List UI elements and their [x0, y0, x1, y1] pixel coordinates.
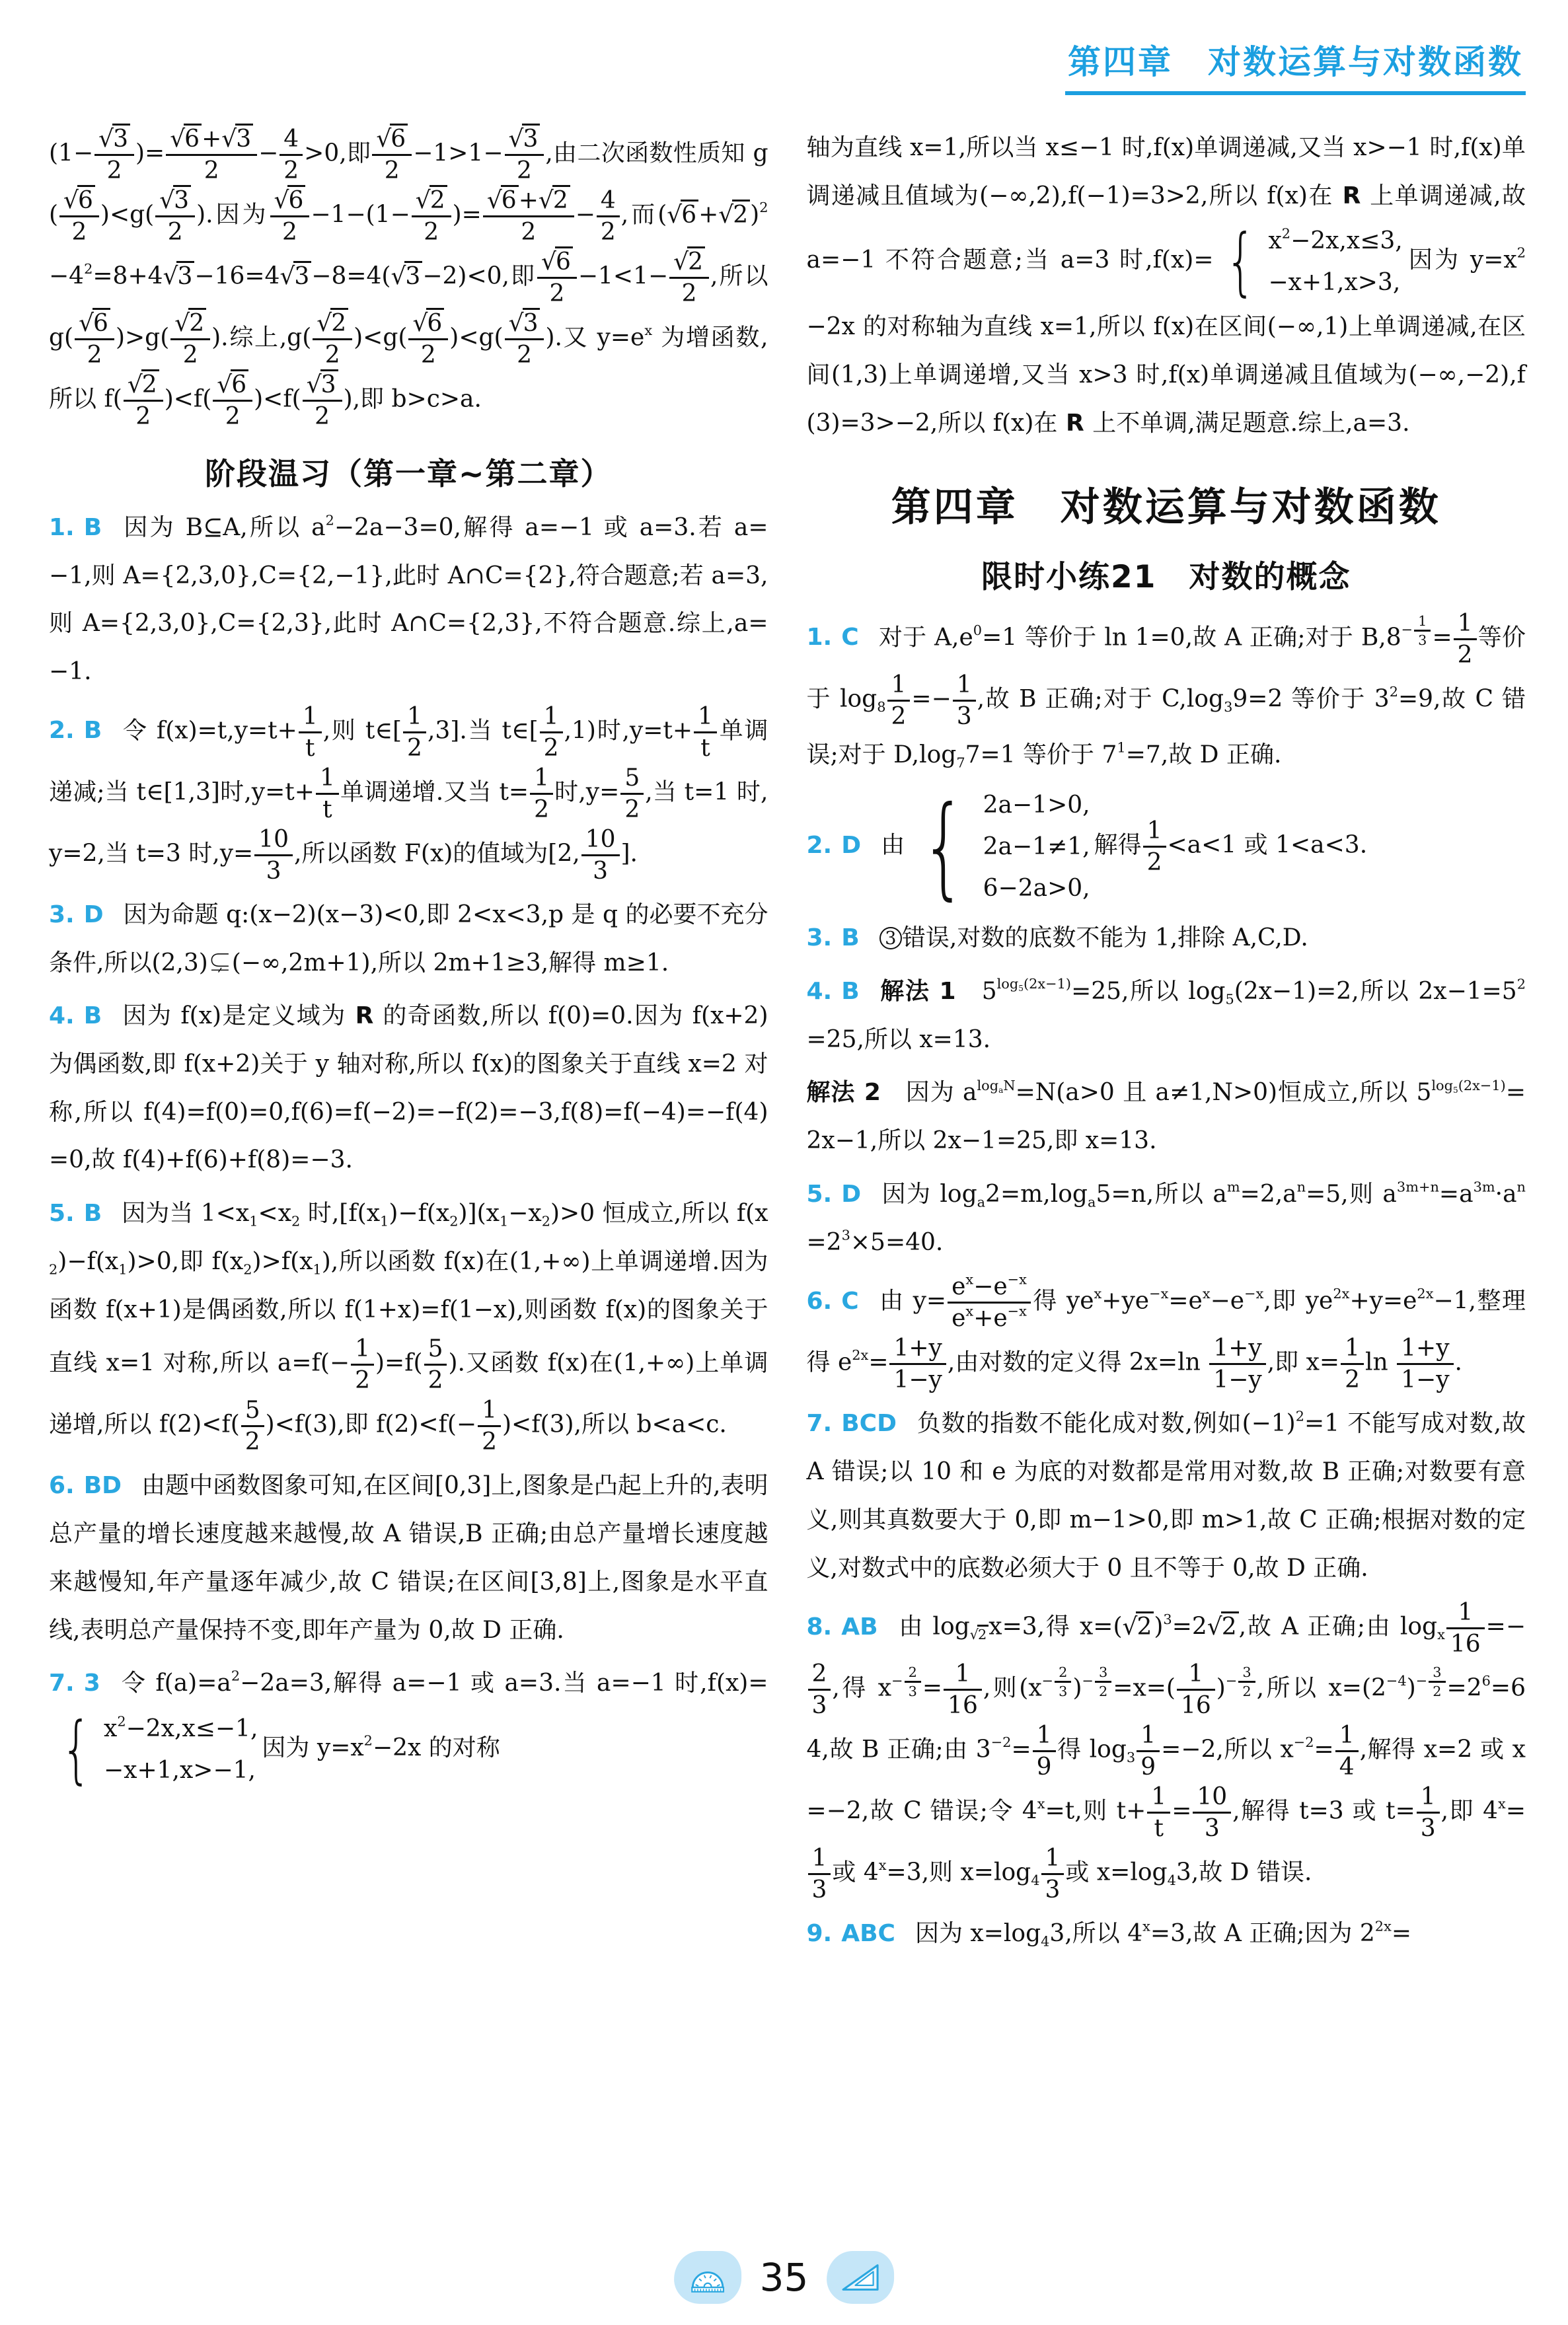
item-number: 4.: [49, 1002, 75, 1030]
answer-item: 3. B 3 错误,对数的底数不能为 1,排除 A,C,D.: [806, 924, 1308, 952]
radical: √2: [416, 186, 447, 215]
exercise-subheading: 限时小练21 对数的概念: [981, 558, 1351, 595]
paragraph: 轴为直线 x=1,所以当 x≤−1 时,f(x)单调递减,又当 x>−1 时,f(x)单调递减且值域为(−∞,2),f(−1)=3>2,所以 f(x)在 R 上单调递减,故 a=−1 不符合题意;当 a=3 时,f(x)= { $x^2-2x,x\le 3$, −x+1,x>3, 因为 $y=x^2-2x$ 的对称轴为直线 x=1,所以 f(x)在区间(−∞,1)上单调递减,在区间(1,3)上单调递增,又当 x>3 时,f(x)单调递减且值域为(−∞,−2),f(3)=3>−2,所以 f(x)在 R 上不单调,满足题意.综上,a=3.: [806, 134, 1526, 437]
page-title: 第四章 对数运算与对数函数: [1065, 36, 1526, 95]
radical: √2: [673, 247, 705, 277]
answer-letter: BD: [83, 1472, 122, 1500]
fraction: $\frac{3}{2}$: [1237, 1664, 1256, 1700]
item-number: 5.: [49, 1200, 75, 1228]
fraction: $\frac{4}{2}$: [595, 186, 621, 247]
fraction: $\frac{1}{3}$: [952, 670, 977, 731]
fraction: $\frac{2}{3}$: [903, 1664, 922, 1700]
fraction: $\frac{1+y}{1-y}$: [888, 1333, 947, 1395]
answer-letter: D: [83, 901, 104, 928]
fraction: $\frac{10}{3}$: [253, 825, 294, 886]
answer-letter: AB: [841, 1613, 878, 1641]
fraction: $\frac{1}{16}$: [942, 1659, 983, 1720]
item-number: 1.: [806, 624, 833, 651]
fraction: $\frac{1}{9}$: [1135, 1720, 1161, 1782]
fraction: $\frac{1}{4}$: [1334, 1720, 1360, 1782]
answer-item: 2. B 令 f(x)=t,y=t+ $\frac{1}{t}$ ,则 t∈[ $\frac{1}{2}$ ,3].当 t∈[ $\frac{1}{2}$ ,1)时,y=t+ $\frac{1}{t}$ 单调递减;当 t∈[1,3]时,y=t+ $\frac{1}{t}$ 单调递增.又当 t= $\frac{1}{2}$ 时,y= $\frac{5}{2}$ ,当 t=1 时,y=2,当 t=3 时,y= $\frac{10}{3}$ ,所以函数 F(x)的值域为[2, $\frac{10}{3}$ ].: [49, 702, 768, 885]
answer-letter: B: [841, 924, 860, 952]
content-columns: [49, 119, 1526, 1964]
paragraph: 解法 2 因为 $a^{log_aN}=N(a>0$ 且 a≠1,N>0)恒成立,所以 $5^{log_5(2x-1)}=2x-1$,所以 2x−1=25,即 x=13.: [806, 1077, 1526, 1155]
answer-item: 9. ABC 因为 $x=\log_43$,所以 $4^x=3$,故 A 正确;因为 $2^{2x}=$: [806, 1918, 1412, 1950]
fraction: $\frac{1}{2}$: [402, 702, 428, 763]
fraction: $\frac{10}{3}$: [580, 825, 621, 886]
fraction: $\frac{1}{3}$: [1040, 1843, 1066, 1905]
answer-letter: B: [83, 1002, 102, 1030]
fraction: $\frac{3}{2}$: [1094, 1664, 1113, 1700]
item-number: 3.: [49, 901, 75, 928]
radical: √3: [98, 124, 130, 154]
fraction: $\frac{√2}{2}$: [410, 186, 453, 247]
fraction: $\frac{√6}{2}$: [58, 186, 100, 247]
page-footer: [674, 2251, 895, 2304]
fraction: $\frac{1}{3}$: [1415, 1782, 1441, 1843]
fraction: $\frac{√6}{2}$: [73, 309, 116, 370]
left-column: [49, 119, 768, 1964]
fraction: $\frac{√3}{2}$: [154, 186, 196, 247]
fraction: $\frac{3}{2}$: [1427, 1664, 1446, 1700]
item-number: 5.: [806, 1180, 833, 1208]
piecewise-brace: { $x^2-2x,x\le 3$, −x+1,x>3,: [1225, 219, 1403, 305]
protractor-icon: [674, 2251, 741, 2304]
radical: √3: [509, 124, 541, 154]
fraction: $\frac{4}{2}$: [278, 124, 304, 186]
page-number: 35: [759, 2255, 809, 2300]
answer-item: 4. B 因为 f(x)是定义域为 R 的奇函数,所以 f(0)=0.因为 f(x+2)为偶函数,即 f(x+2)关于 y 轴对称,所以 f(x)的图象关于直线 x=2 对称,所以 f(4)=f(0)=0,f(6)=f(−2)=−f(2)=−3,f(8)=f(−4)=−f(4)=0,故 f(4)+f(6)+f(8)=−3.: [49, 1002, 768, 1174]
answer-letter: C: [841, 1287, 859, 1315]
radical: √2: [317, 309, 348, 338]
answer-letter: D: [841, 1180, 862, 1208]
fraction: $\frac{1}{t}$: [1146, 1782, 1172, 1843]
answer-item: 1. B 因为 B⊆A,所以 $a^2-2a-3=0$,解得 a=−1 或 a=3.若 a=−1,则 A={2,3,0},C={2,−1},此时 A∩C={2},符合题意;若 a=3,则 A={2,3,0},C={2,3},此时 A∩C={2,3},不符合题意.综上,a=−1.: [49, 512, 768, 686]
fraction: $\frac{1}{3}$: [807, 1843, 833, 1905]
answer-letter: BCD: [841, 1410, 897, 1438]
item-number: 6.: [806, 1287, 833, 1315]
paragraph: (1− $\frac{√3}{2}$ )= $\frac{√6+√3}{2}$ − $\frac{4}{2}$ >0,即 $\frac{√6}{2}$ −1>1− $\frac{√3}{2}$ ,由二次函数性质知 g( $\frac{√6}{2}$ )<g( $\frac{√3}{2}$ ).因为 $\frac{√6}{2}$ −1−(1− $\frac{√2}{2}$ )= $\frac{√6+√2}{2}$ − $\frac{4}{2}$ ,而$(√6+√2)^2-4^2=8+4√3-16=4√3-8=4(√3-2)<0$,即 $\frac{√6}{2}$ −1<1− $\frac{√2}{2}$ ,所以 g( $\frac{√6}{2}$ )>g( $\frac{√2}{2}$ ).综上,g( $\frac{√2}{2}$ )<g( $\frac{√6}{2}$ )<g( $\frac{√3}{2}$ ).又 $y=e^x$ 为增函数,所以 f( $\frac{√2}{2}$ )<f( $\frac{√6}{2}$ )<f( $\frac{√3}{2}$ ),即 b>c>a.: [49, 124, 768, 431]
radical: √2: [128, 370, 159, 400]
fraction: $\frac{5}{2}$: [619, 763, 645, 825]
fraction: $\frac{√2}{2}$: [668, 247, 710, 309]
radical: √6: [63, 186, 95, 215]
section-heading: 阶段温习（第一章~第二章）: [204, 456, 613, 492]
radical: √6: [541, 247, 573, 277]
radical: √3: [307, 370, 338, 400]
answer-item: 6. BD 由题中函数图象可知,在区间[0,3]上,图象是凸起上升的,表明总产量的增长速度越来越慢,故 A 错误,B 正确;由总产量增长速度越来越慢知,年产量逐年减少,故 C 错误;在区间[3,8]上,图象是水平直线,表明总产量保持不变,即年产量为 0,故 D 正确.: [49, 1472, 768, 1644]
answer-item: 2. D 由 { 2a−1>0, 2a−1≠1, 6−2a>0, 解得 $\frac{1}{2}$ <a<1 或 1<a<3.: [806, 782, 1368, 911]
fraction: $\frac{1}{2}$: [1452, 609, 1478, 670]
fraction: $\frac{1}{2}$: [539, 702, 564, 763]
fraction: $\frac{1+y}{1-y}$: [1208, 1333, 1267, 1395]
answer-letter: ABC: [841, 1920, 895, 1948]
answer-letter: 3: [83, 1670, 100, 1697]
fraction: $\frac{√2}{2}$: [311, 309, 354, 370]
answer-item: 7. BCD 负数的指数不能化成对数,例如$(-1)^2=1$ 不能写成对数,故 A 错误;以 10 和 e 为底的对数都是常用对数,故 B 正确;对数要有意义,则其真数要大于 0,即 m−1>0,即 m>1,故 C 正确;根据对数的定义,对数式中的底数必须大于 0 且不等于 0,故 D 正确.: [806, 1408, 1526, 1582]
fraction: $\frac{1+y}{1-y}$: [1396, 1333, 1454, 1395]
radical: √6: [217, 370, 248, 400]
answer-letter: B: [841, 978, 860, 1006]
fraction: $\frac{5}{2}$: [423, 1334, 449, 1395]
fraction: $\frac{√6+√2}{2}$: [482, 186, 576, 247]
item-number: 1.: [49, 514, 75, 541]
radical: √2: [718, 192, 750, 240]
answer-item: 8. AB 由 $\log_{√2}x=3$,得 $x=(√2)^3=2√2$,故 A 正确;由 $\log_x$ $\frac{1}{16}$ =− $\frac{2}{3}$ ,得 $x^{- \frac{2}{3}}$ = $\frac{1}{16}$ ,则($x^{- \frac{2}{3}}$ )$^{- \frac{3}{2}}$ =x=( $\frac{1}{16}$ )$^{- \frac{3}{2}}$ ,所以 $x=(2^{-4})^{- \frac{3}{2}}$ $=2^6=64$,故 B 正确;由 $3^{-2}=$ $\frac{1}{9}$ 得 $\log_3$ $\frac{1}{9}$ =−2,所以 $x^{-2}=$ $\frac{1}{4}$ ,解得 x=2 或 x=−2,故 C 错误;令 $4^x=t$,则 t+ $\frac{1}{t}$ = $\frac{10}{3}$ ,解得 t=3 或 t= $\frac{1}{3}$ ,即 $4^x=$ $\frac{1}{3}$ 或 $4^x=3$,则 $x=\log_4$ $\frac{1}{3}$ 或 $x=\log_43$,故 D 错误.: [806, 1599, 1526, 1904]
answer-letter: D: [841, 831, 862, 859]
fraction: $\frac{√3}{2}$: [504, 309, 546, 370]
radical: √2: [174, 309, 206, 338]
item-number: 2.: [806, 831, 833, 859]
radical: √6: [274, 186, 306, 215]
item-number: 6.: [49, 1472, 75, 1500]
fraction: $\frac{√6}{2}$: [536, 247, 578, 309]
answer-item: 3. D 因为命题 q:(x−2)(x−3)<0,即 2<x<3,p 是 q 的必要不充分条件,所以(2,3)⊊(−∞,2m+1),所以 2m+1≥3,解得 m≥1.: [49, 901, 768, 977]
radical: √6: [170, 124, 202, 154]
fraction: $\frac{√3}{2}$: [301, 370, 344, 431]
fraction: $\frac{√2}{2}$: [169, 309, 211, 370]
page-header: [49, 36, 1526, 116]
right-column: [807, 119, 1526, 1964]
fraction: $\frac{√6}{2}$: [211, 370, 254, 431]
fraction: $\frac{1}{16}$: [1176, 1659, 1216, 1720]
radical: √3: [391, 253, 422, 301]
fraction: $\frac{1}{16}$: [1445, 1598, 1486, 1659]
circled-number: 3: [879, 927, 902, 949]
chapter-heading: 第四章 对数运算与对数函数: [891, 484, 1441, 531]
piecewise-brace: { $x^2-2x,x\le-1$, −x+1,x>−1,: [61, 1706, 258, 1792]
radical: √2: [1123, 1604, 1154, 1652]
item-number: 7.: [49, 1670, 75, 1697]
answer-item: 5. B 因为当 $1<x_1<x_2$ 时$,[f(x_1)-f(x_2)](x_1-x_2)>0$ 恒成立,所以 $f(x_2)-f(x_1)>0$,即 $f(x_2)>f(x_1)$,所以函数 f(x)在(1,+∞)上单调递增.因为函数 f(x+1)是偶函数,所以 f(1+x)=f(1−x),则函数 f(x)的图象关于直线 x=1 对称,所以 a=f(− $\frac{1}{2}$ )=f( $\frac{5}{2}$ ).又函数 f(x)在(1,+∞)上单调递增,所以 f(2)<f( $\frac{5}{2}$ )<f(3),即 f(2)<f(− $\frac{1}{2}$ )<f(3),所以 b<a<c.: [49, 1200, 768, 1456]
fraction: $\frac{1}{2}$: [529, 763, 554, 825]
radical: √3: [163, 253, 195, 301]
fraction: $\frac{10}{3}$: [1191, 1782, 1232, 1843]
radical: √3: [221, 124, 253, 154]
item-number: 2.: [49, 717, 75, 745]
answer-item: 4. B 解法 1 $5^{log_5(2x-1)}=25$,所以 $\log_5(2x-1)=2$,所以 $2x-1=5^2=25$,所以 x=13.: [806, 976, 1526, 1053]
answer-letter: B: [83, 717, 102, 745]
fraction: $\frac{√6}{2}$: [371, 124, 413, 186]
fraction: $\frac{√6+√3}{2}$: [165, 124, 258, 186]
radical: √6: [487, 186, 519, 215]
set-square-icon: [827, 2251, 894, 2304]
answer-item: 1. C 对于 $A,e^0=1$ 等价于 ln 1=0,故 A 正确;对于 $B,8^{- \frac{1}{3}}$ = $\frac{1}{2}$ 等价于 $\log_8$ $\frac{1}{2}$ =− $\frac{1}{3}$ ,故 B 正确;对于 $C,\log_39=2$ 等价于 $3^2=9$,故 C 错误;对于 $D,\log_77=1$ 等价于 $7^1=7$,故 D 正确.: [806, 609, 1526, 770]
answer-item: 6. C 由 y= $\frac{e^x-e^{-x}}{e^x+e^{-x}}$ 得 $ye^x+ye^{-x}=e^x-e^{-x}$,即 $ye^{2x}+y=e^{2x}-1$,整理得 $e^{2x}=$ $\frac{1+y}{1-y}$ ,由对数的定义得 2x=ln $\frac{1+y}{1-y}$ ,即 x= $\frac{1}{2}$ ln $\frac{1+y}{1-y}$ .: [806, 1271, 1526, 1394]
radical: √6: [79, 309, 110, 338]
answer-item: 7. 3 令 $f(a)=a^2-2a=3$,解得 a=−1 或 a=3.当 a=−1 时,f(x)= { $x^2-2x,x\le-1$, −x+1,x>−1, 因为 $y=x^2-2x$ 的对称: [49, 1668, 768, 1792]
item-number: 4.: [806, 978, 833, 1006]
piecewise-brace: { 2a−1>0, 2a−1≠1, 6−2a>0,: [920, 782, 1090, 911]
radical: √6: [412, 309, 444, 338]
radical: √3: [280, 253, 311, 301]
item-number: 3.: [806, 924, 833, 952]
radical: √2: [1207, 1604, 1239, 1652]
fraction: $\frac{√3}{2}$: [93, 124, 135, 186]
item-number: 8.: [806, 1613, 833, 1641]
fraction: $\frac{1}{2}$: [476, 1395, 502, 1457]
answer-letter: B: [83, 514, 102, 541]
answer-letter: C: [841, 624, 859, 651]
fraction: $\frac{1}{2}$: [350, 1334, 375, 1395]
radical: √3: [509, 309, 541, 338]
fraction: $\frac{√2}{2}$: [122, 370, 165, 431]
radical: √2: [539, 186, 570, 215]
fraction: $\frac{2}{3}$: [1053, 1664, 1072, 1700]
fraction: $\frac{√6}{2}$: [269, 186, 311, 247]
answer-item: 5. D 因为 $\log_a2=m,\log_a5=n$,所以 $a^m=2,a^n=5$,则 $a^{3m+n}=a^{3m}\cdot a^n=2^3\times 5=40$.: [806, 1179, 1526, 1256]
fraction: $\frac{1}{t}$: [297, 702, 323, 763]
fraction: $\frac{1}{9}$: [1031, 1720, 1057, 1782]
fraction: $\frac{1}{t}$: [315, 763, 340, 825]
fraction: $\frac{√6}{2}$: [407, 309, 449, 370]
fraction: $\frac{√3}{2}$: [504, 124, 546, 186]
fraction: $\frac{2}{3}$: [807, 1659, 833, 1720]
fraction: $\frac{1}{2}$: [1339, 1333, 1365, 1395]
item-number: 9.: [806, 1920, 833, 1948]
answer-letter: B: [83, 1200, 102, 1228]
item-number: 7.: [806, 1410, 833, 1438]
fraction: $\frac{1}{3}$: [1413, 612, 1432, 649]
fraction: $\frac{1}{2}$: [1142, 816, 1168, 877]
fraction: $\frac{5}{2}$: [240, 1395, 266, 1457]
radical: √2: [970, 1628, 989, 1642]
radical: √6: [376, 124, 408, 154]
radical: √3: [159, 186, 191, 215]
fraction: $\frac{e^x-e^{-x}}{e^x+e^{-x}}$: [946, 1272, 1032, 1333]
fraction: $\frac{1}{2}$: [886, 670, 912, 731]
fraction: $\frac{1}{t}$: [692, 702, 718, 763]
radical: √6: [667, 192, 698, 240]
